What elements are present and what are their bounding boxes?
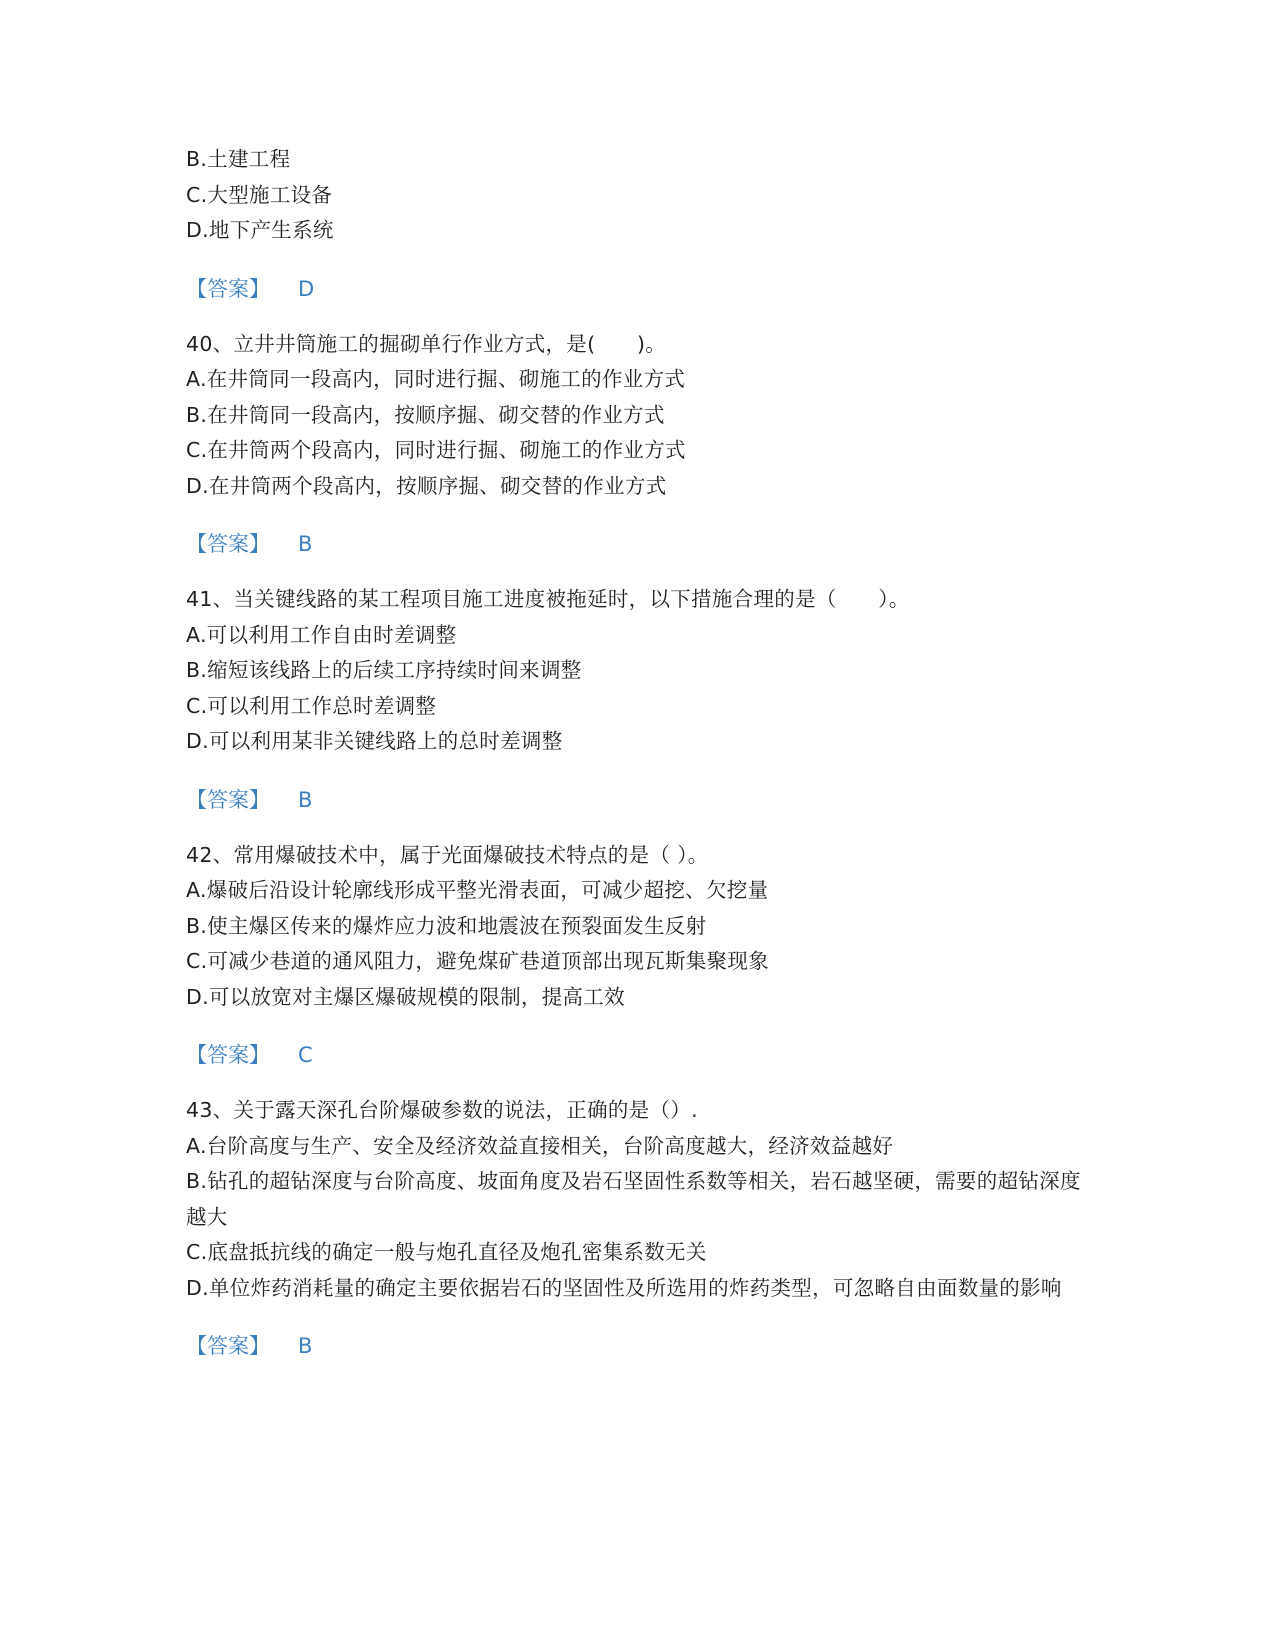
- option-a: A.在井筒同一段高内，同时进行掘、砌施工的作业方式: [186, 367, 686, 391]
- question-43-block: [186, 1093, 1086, 1364]
- option-b: B.土建工程: [186, 147, 291, 171]
- answer-label: 【答案】: [186, 1043, 270, 1067]
- option-a: A.台阶高度与生产、安全及经济效益直接相关，台阶高度越大，经济效益越好: [186, 1133, 894, 1158]
- answer-line: [186, 526, 1086, 562]
- answer-value: C: [298, 1043, 313, 1067]
- option-d: D.地下产生系统: [186, 218, 334, 242]
- option-d: D.在井筒两个段高内，按顺序掘、砌交替的作业方式: [186, 473, 667, 498]
- question-40-block: [186, 327, 1086, 563]
- option-c: C.可减少巷道的通风阻力，避免煤矿巷道顶部出现瓦斯集聚现象: [186, 949, 770, 973]
- answer-value: B: [298, 1334, 313, 1358]
- option-b: B.缩短该线路上的后续工序持续时间来调整: [186, 658, 582, 682]
- option-b: B.在井筒同一段高内，按顺序掘、砌交替的作业方式: [186, 402, 665, 427]
- answer-value: B: [298, 532, 313, 556]
- answer-line: [186, 782, 1086, 818]
- option-a: A.可以利用工作自由时差调整: [186, 622, 457, 647]
- option-c: C.大型施工设备: [186, 182, 333, 207]
- question-text: 43、关于露天深孔台阶爆破参数的说法，正确的是（）.: [186, 1098, 698, 1122]
- question-text: 41、当关键线路的某工程项目施工进度被拖延时，以下措施合理的是（ ）。: [186, 587, 910, 611]
- question-42-block: [186, 838, 1086, 1074]
- answer-label: 【答案】: [186, 276, 270, 301]
- option-c: C.在井筒两个段高内，同时进行掘、砌施工的作业方式: [186, 438, 686, 462]
- answer-label: 【答案】: [186, 532, 270, 556]
- question-text: 42、常用爆破技术中，属于光面爆破技术特点的是（ ）。: [186, 842, 709, 867]
- option-b: B.使主爆区传来的爆炸应力波和地震波在预裂面发生反射: [186, 913, 707, 938]
- answer-line: [186, 1328, 1086, 1364]
- answer-value: D: [298, 276, 315, 301]
- answer-line: [186, 271, 1086, 307]
- option-d: D.可以利用某非关键线路上的总时差调整: [186, 729, 563, 753]
- answer-value: B: [298, 787, 313, 812]
- question-text: 40、立井井筒施工的掘砌单行作业方式，是( )。: [186, 331, 667, 356]
- question-39-block: [186, 142, 1086, 307]
- option-c: C.可以利用工作总时差调整: [186, 693, 437, 718]
- option-d: D.可以放宽对主爆区爆破规模的限制，提高工效: [186, 984, 625, 1009]
- answer-line: [186, 1037, 1086, 1073]
- document-page: [186, 142, 1086, 1384]
- question-41-block: [186, 582, 1086, 818]
- option-b: B.钻孔的超钻深度与台阶高度、坡面角度及岩石坚固性系数等相关，岩石越坚硬，需要的超钻深度越大: [186, 1169, 1081, 1229]
- option-c: C.底盘抵抗线的确定一般与炮孔直径及炮孔密集系数无关: [186, 1240, 707, 1264]
- option-d: D.单位炸药消耗量的确定主要依据岩石的坚固性及所选用的炸药类型，可忽略自由面数量的影响: [186, 1275, 1062, 1300]
- answer-label: 【答案】: [186, 1334, 270, 1358]
- answer-label: 【答案】: [186, 787, 270, 812]
- option-a: A.爆破后沿设计轮廓线形成平整光滑表面，可减少超挖、欠挖量: [186, 878, 769, 902]
